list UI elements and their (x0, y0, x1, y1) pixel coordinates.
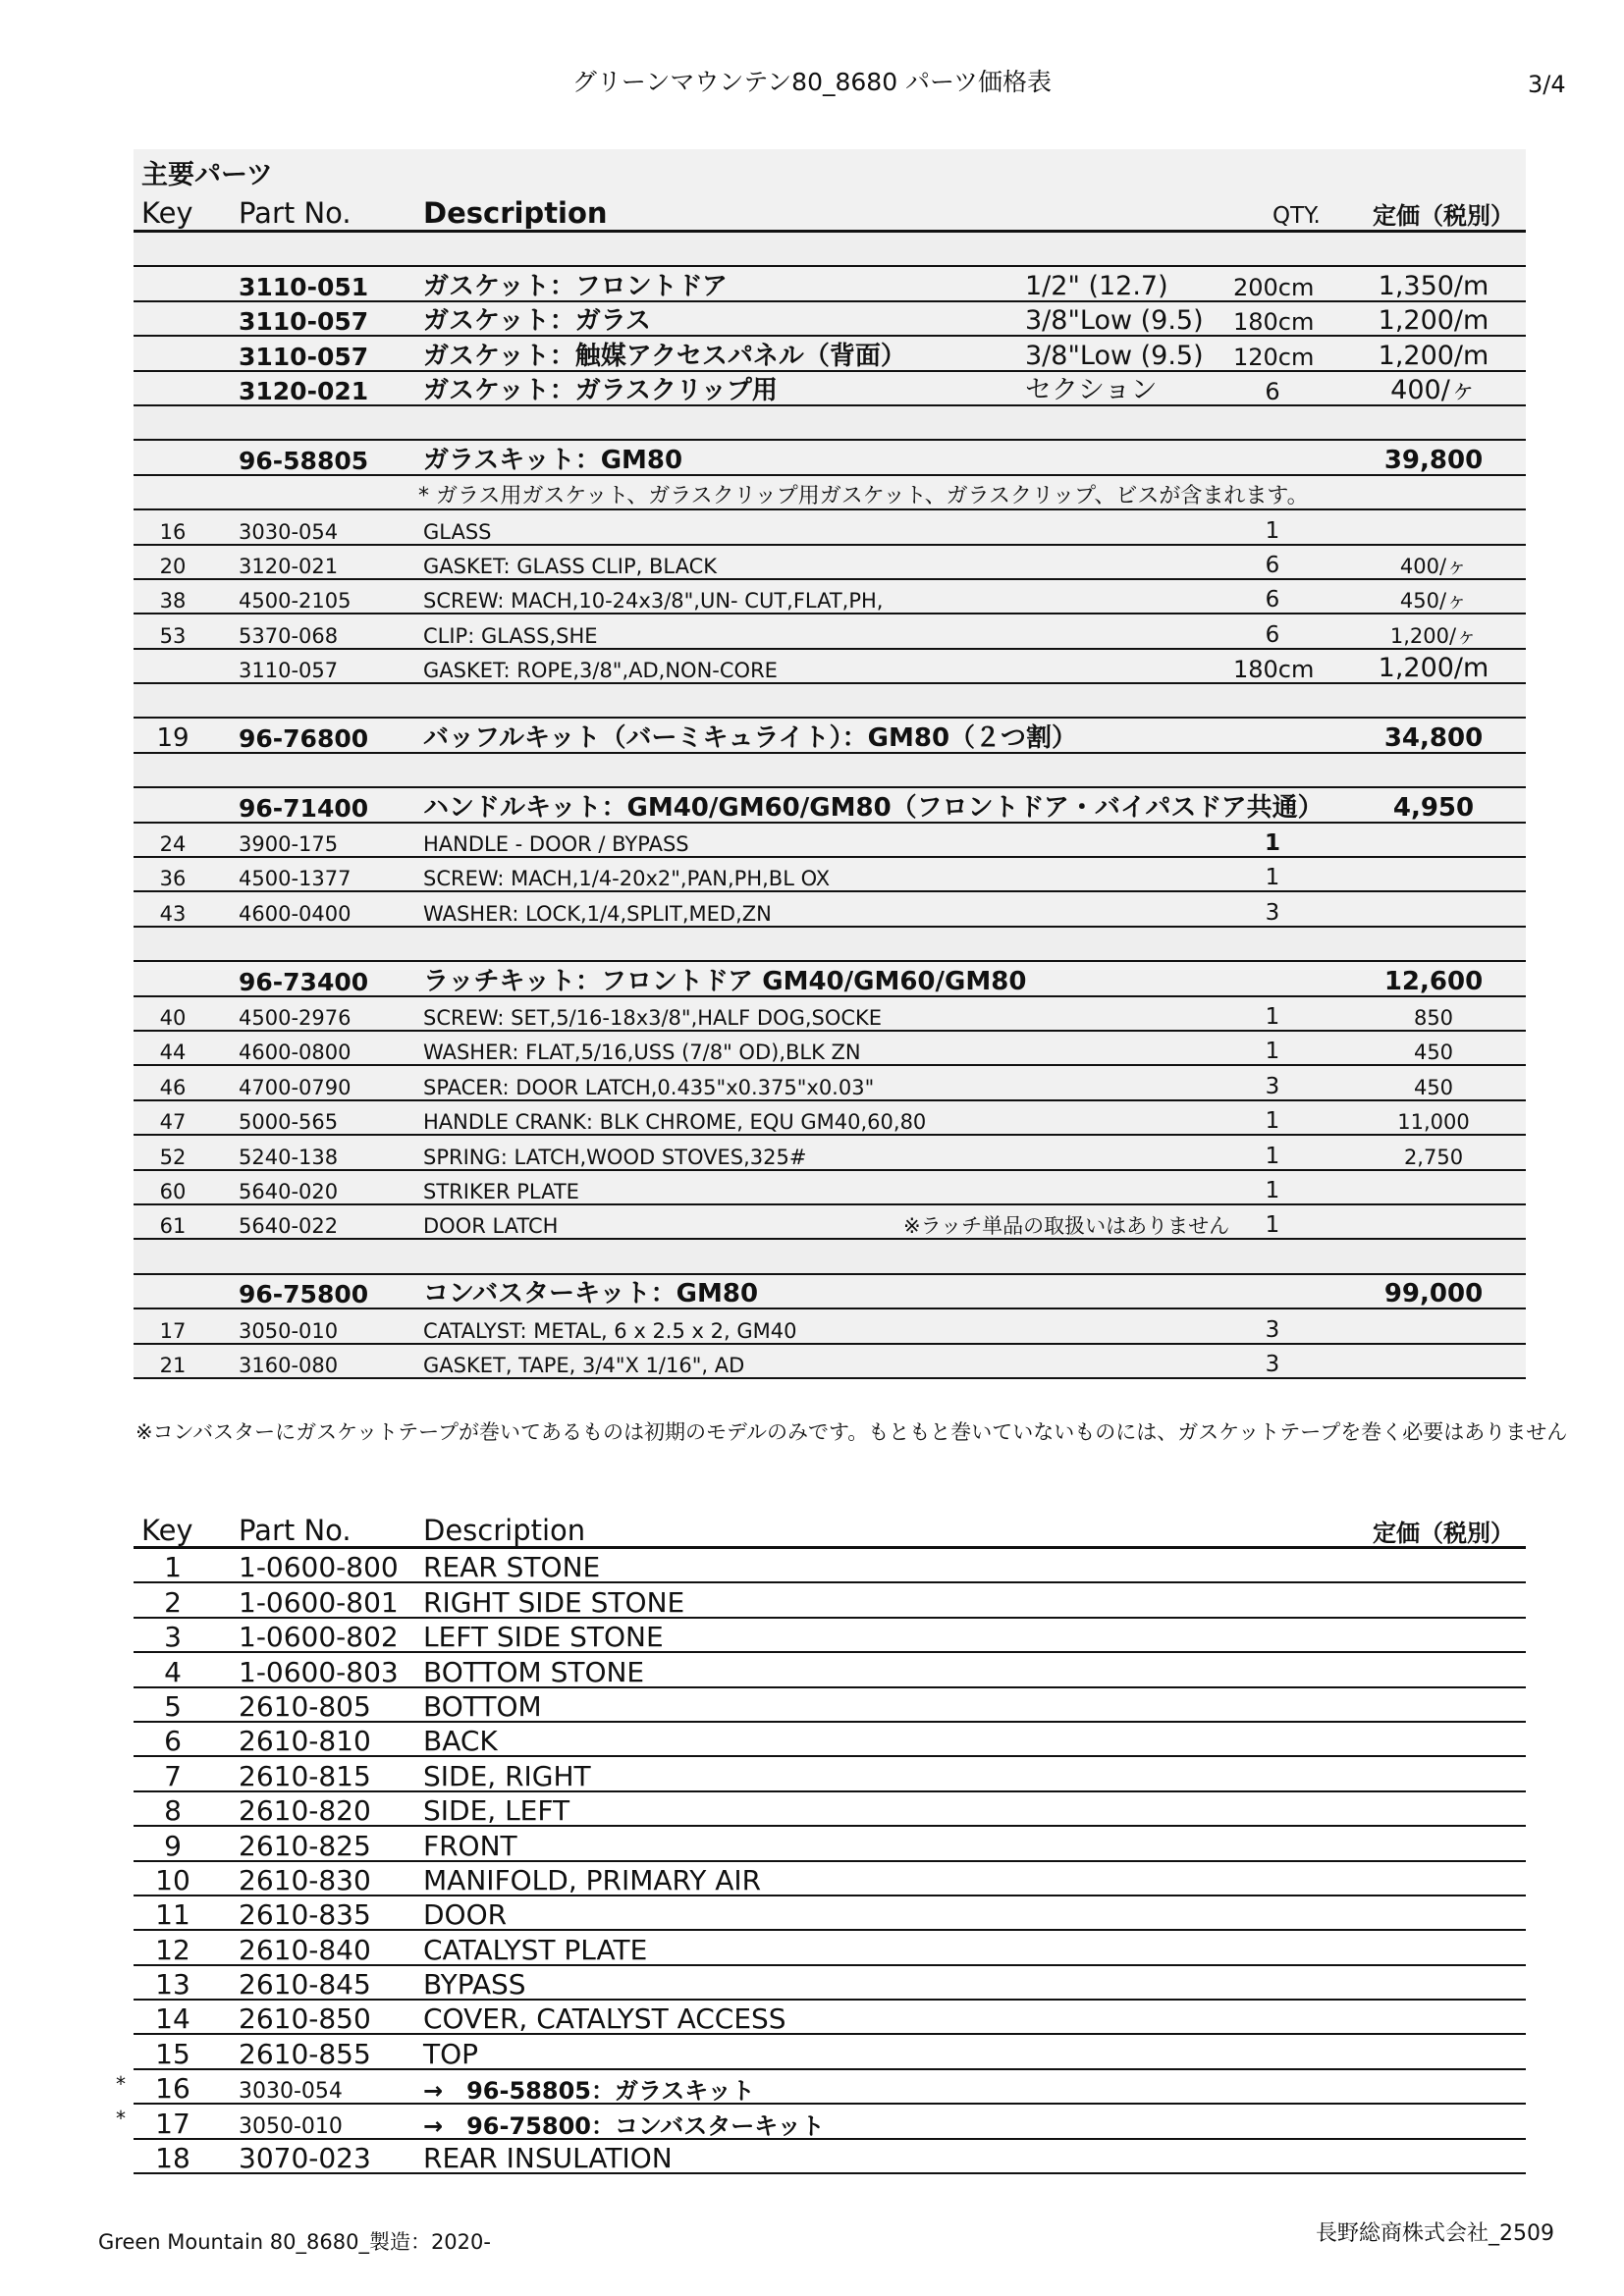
qty: 1 (1265, 1143, 1280, 1169)
table-row (134, 1549, 1526, 1583)
col-price-header: 定価（税別） (1373, 202, 1514, 230)
kit-row-combustor (134, 1275, 1526, 1309)
table-row (134, 267, 1526, 301)
table-row (134, 1688, 1526, 1723)
section-title-row (134, 149, 1526, 194)
description: SPACER: DOOR LATCH,0.435"x0.375"x0.03" (423, 1075, 875, 1099)
table-row (134, 824, 1526, 858)
part-no: 4500-1377 (239, 867, 352, 891)
table-row (134, 650, 1526, 684)
part-no: 5240-138 (239, 1145, 339, 1169)
key: 10 (155, 1863, 190, 1896)
description: CLIP: GLASS,SHE (423, 623, 598, 648)
kit-row-handle (134, 788, 1526, 823)
table-row (134, 1723, 1526, 1757)
part-no: 4600-0800 (239, 1041, 352, 1065)
price: 1,200/m (1378, 340, 1489, 371)
spec: セクション (1025, 374, 1158, 405)
table-row (116, 2070, 1526, 2106)
key: 5 (164, 1689, 182, 1723)
table-row (134, 892, 1526, 927)
table-row (134, 302, 1526, 337)
table-row (134, 1931, 1526, 1965)
price: 99,000 (1383, 1279, 1484, 1309)
part-no: 2610-820 (239, 1794, 371, 1828)
part-no: 2610-845 (239, 1968, 371, 2002)
footer-model: Green Mountain 80_8680_製造：2020- (98, 2230, 491, 2254)
table-row (134, 1653, 1526, 1687)
description: BOTTOM (423, 1689, 542, 1723)
spacer-row (134, 928, 1526, 962)
key: 46 (159, 1075, 187, 1099)
qty: 6 (1265, 587, 1280, 614)
page-title: グリーンマウンテン80_8680 パーツ価格表 (571, 68, 1053, 96)
qty: 1 (1265, 1177, 1280, 1203)
key: 21 (159, 1353, 187, 1377)
key: 20 (159, 554, 187, 578)
key: 15 (155, 2037, 190, 2070)
qty: 3 (1265, 1316, 1280, 1343)
description: TOP (423, 2037, 479, 2070)
description: SIDE, LEFT (423, 1794, 570, 1828)
description: GASKET: GLASS CLIP, BLACK (423, 554, 718, 578)
description: MANIFOLD, PRIMARY AIR (423, 1863, 762, 1896)
part-no: 1-0600-803 (239, 1655, 399, 1688)
part-no: 5000-565 (239, 1110, 339, 1135)
key: 11 (155, 1898, 190, 1932)
description: → 96-58805：ガラスキット (423, 2077, 755, 2106)
spec: 3/8"Low (9.5) (1025, 305, 1204, 337)
footer-company: 長野総商株式会社_2509 (1316, 2221, 1554, 2246)
price: 12,600 (1383, 966, 1484, 996)
part-no: 3030-054 (239, 2079, 343, 2105)
part-no: 5640-020 (239, 1179, 339, 1203)
col-key-header: Key (141, 1514, 193, 1547)
key: 18 (155, 2142, 190, 2175)
description: REAR INSULATION (423, 2142, 673, 2175)
table-row (134, 1583, 1526, 1618)
qty: 1 (1264, 830, 1280, 857)
price: 400/ヶ (1390, 374, 1477, 405)
part-no: 2610-830 (239, 1863, 371, 1896)
description: GASKET, TAPE, 3/4"X 1/16", AD (423, 1353, 745, 1377)
description: COVER, CATALYST ACCESS (423, 2002, 786, 2036)
part-no: 3120-021 (239, 376, 369, 405)
table-row (116, 2105, 1526, 2140)
spec: 3/8"Low (9.5) (1025, 340, 1204, 371)
table-row (134, 2035, 1526, 2069)
table-row (134, 372, 1526, 406)
part-no: 2610-805 (239, 1689, 371, 1723)
key: 8 (164, 1794, 182, 1828)
description: ガスケット：ガラス (423, 306, 651, 337)
description: コンバスターキット：GM80 (423, 1279, 759, 1309)
table-row (134, 1309, 1526, 1344)
key: 53 (159, 623, 187, 648)
key: 2 (164, 1585, 182, 1619)
description: WASHER: LOCK,1/4,SPLIT,MED,ZN (423, 901, 772, 926)
description: BACK (423, 1725, 498, 1758)
table-row (134, 1205, 1526, 1240)
part-no: 2610-815 (239, 1759, 371, 1792)
part-no: 3900-175 (239, 832, 339, 857)
table-row (134, 1896, 1526, 1931)
price: 1,350/m (1378, 270, 1489, 301)
key: 24 (159, 832, 187, 857)
description: SCREW: MACH,1/4-20x2",PAN,PH,BL OX (423, 867, 831, 891)
description: WASHER: FLAT,5/16,USS (7/8" OD),BLK ZN (423, 1041, 861, 1065)
table-row (134, 858, 1526, 892)
qty: 1 (1265, 1003, 1280, 1030)
part-no: 3050-010 (239, 2113, 343, 2139)
spacer-row (134, 754, 1526, 788)
kit-row-glass (134, 441, 1526, 475)
table-row (134, 1171, 1526, 1205)
latch-note: ※ラッチ単品の取扱いはありません (903, 1214, 1230, 1239)
kit-row-baffle (134, 719, 1526, 753)
part-no: 2610-835 (239, 1898, 371, 1932)
key: 16 (159, 519, 187, 544)
part-no: 3070-023 (239, 2142, 371, 2175)
spacer-row (134, 406, 1526, 441)
table-row (134, 1619, 1526, 1653)
price: 1,200/m (1378, 305, 1489, 337)
part-no: 3110-051 (239, 272, 369, 301)
table-row (134, 1345, 1526, 1379)
description: RIGHT SIDE STONE (423, 1585, 685, 1619)
part-no: 5640-022 (239, 1214, 339, 1239)
part-no: 3050-010 (239, 1318, 339, 1343)
part-no: 96-71400 (239, 793, 369, 823)
part-no: 5370-068 (239, 623, 339, 648)
table-row (134, 1136, 1526, 1170)
price: 11,000 (1397, 1110, 1470, 1135)
table-row (134, 2001, 1526, 2035)
part-no: 4700-0790 (239, 1075, 352, 1099)
key: 40 (159, 1005, 187, 1030)
qty: 6 (1265, 377, 1280, 405)
qty: 1 (1265, 517, 1280, 544)
qty: 180cm (1233, 308, 1315, 337)
description: ハンドルキット：GM40/GM60/GM80（フロントドア・バイパスドア共通） (423, 792, 1324, 823)
part-no: 3120-021 (239, 554, 339, 578)
description: STRIKER PLATE (423, 1179, 579, 1203)
table-row (134, 546, 1526, 580)
description: ガスケット：触媒アクセスパネル（背面） (423, 341, 906, 371)
kit-note-row (134, 476, 1526, 510)
description: CATALYST: METAL, 6 x 2.5 x 2, GM40 (423, 1318, 797, 1343)
key: 19 (156, 722, 189, 753)
asterisk-marker: * (116, 2107, 126, 2131)
page-number: 3/4 (1528, 71, 1566, 98)
description: LEFT SIDE STONE (423, 1621, 664, 1654)
part-no: 2610-810 (239, 1725, 371, 1758)
table-row (134, 2140, 1526, 2174)
spec: 1/2" (12.7) (1025, 270, 1168, 301)
qty: 1 (1265, 1108, 1280, 1135)
description: BOTTOM STONE (423, 1655, 645, 1688)
key: 9 (164, 1829, 182, 1862)
spacer-row (134, 684, 1526, 719)
price: 850 (1413, 1005, 1454, 1030)
key: 47 (159, 1110, 187, 1135)
part-no: 96-58805 (239, 446, 369, 475)
part-no: 96-73400 (239, 967, 369, 996)
table-row (134, 1966, 1526, 2001)
part-no: 4500-2105 (239, 589, 352, 614)
part-no: 3160-080 (239, 1353, 339, 1377)
key: 43 (159, 901, 187, 926)
key: 36 (159, 867, 187, 891)
table-row (134, 337, 1526, 371)
description: GLASS (423, 519, 492, 544)
table-header (134, 194, 1526, 233)
table-row (134, 510, 1526, 545)
price: 400/ヶ (1399, 554, 1468, 578)
price: 4,950 (1392, 792, 1475, 823)
table-row (134, 614, 1526, 649)
kit-row-latch (134, 962, 1526, 996)
price: 39,800 (1383, 445, 1484, 475)
price: 450/ヶ (1399, 589, 1468, 614)
description: SCREW: SET,5/16-18x3/8",HALF DOG,SOCKE (423, 1005, 883, 1030)
key: 12 (155, 1933, 190, 1966)
part-no: 2610-825 (239, 1829, 371, 1862)
part-no: 2610-850 (239, 2002, 371, 2036)
qty: 120cm (1233, 343, 1315, 371)
part-no: 3110-057 (239, 659, 339, 683)
table-row (134, 1101, 1526, 1136)
col-price-header: 定価（税別） (1373, 1520, 1514, 1547)
price: 34,800 (1383, 722, 1484, 753)
table-header (134, 1512, 1526, 1549)
part-no: 3110-057 (239, 307, 369, 337)
qty: 3 (1265, 1351, 1280, 1377)
description: HANDLE - DOOR / BYPASS (423, 832, 689, 857)
key: 16 (155, 2072, 190, 2106)
key: 6 (164, 1725, 182, 1758)
key: 38 (159, 589, 187, 614)
qty: 3 (1265, 1073, 1280, 1099)
qty: 1 (1265, 1212, 1280, 1239)
price: 450 (1413, 1041, 1454, 1065)
description: REAR STONE (423, 1551, 601, 1584)
price: 1,200/ヶ (1389, 623, 1478, 648)
part-no: 96-75800 (239, 1280, 369, 1309)
table-row (134, 580, 1526, 614)
key: 44 (159, 1041, 187, 1065)
description: SCREW: MACH,10-24x3/8",UN- CUT,FLAT,PH, (423, 589, 884, 614)
part-no: 2610-855 (239, 2037, 371, 2070)
table-row (134, 997, 1526, 1032)
key: 14 (155, 2002, 190, 2036)
part-no: 1-0600-802 (239, 1621, 399, 1654)
description: ラッチキット：フロントドア GM40/GM60/GM80 (423, 966, 1027, 996)
description: HANDLE CRANK: BLK CHROME, EQU GM40,60,80 (423, 1110, 927, 1135)
spacer-row (134, 233, 1526, 267)
description: FRONT (423, 1829, 517, 1862)
col-partno-header: Part No. (239, 196, 352, 230)
main-parts-table (134, 149, 1526, 1379)
section-title: 主要パーツ (141, 160, 273, 190)
key: 3 (164, 1621, 182, 1654)
description: ガラスキット：GM80 (423, 445, 683, 475)
description: ガスケット：フロントドア (423, 271, 728, 301)
qty: 6 (1265, 621, 1280, 648)
description: BYPASS (423, 1968, 526, 2002)
key: 7 (164, 1759, 182, 1792)
key: 52 (159, 1145, 187, 1169)
kit-note: * ガラス用ガスケット、ガラスクリップ用ガスケット、ガラスクリップ、ビスが含まれます。 (418, 484, 1309, 509)
price: 1,200/m (1378, 653, 1489, 684)
col-qty-header: QTY. (1272, 203, 1321, 229)
key: 60 (159, 1179, 187, 1203)
key: 17 (159, 1318, 187, 1343)
table-row (134, 1792, 1526, 1827)
qty: 3 (1265, 899, 1280, 926)
combustor-footnote: ※コンバスターにガスケットテープが巻いてあるものは初期のモデルのみです。もともと巻いていないものには、ガスケットテープを巻く必要はありません (135, 1420, 1568, 1444)
col-key-header: Key (141, 196, 193, 230)
table-row (134, 1827, 1526, 1861)
description: DOOR (423, 1898, 508, 1932)
price: 450 (1413, 1075, 1454, 1099)
part-no: 4500-2976 (239, 1005, 352, 1030)
part-no: 1-0600-801 (239, 1585, 399, 1619)
parts-list-table (116, 1512, 1526, 2175)
key: 4 (164, 1655, 182, 1688)
table-row (134, 1862, 1526, 1896)
part-no: 4600-0400 (239, 901, 352, 926)
description: DOOR LATCH (423, 1214, 559, 1239)
qty: 6 (1265, 552, 1280, 578)
col-partno-header: Part No. (239, 1514, 352, 1547)
part-no: 96-76800 (239, 723, 369, 753)
description: SPRING: LATCH,WOOD STOVES,325# (423, 1145, 807, 1169)
key: 13 (155, 1968, 190, 2002)
table-row (134, 1066, 1526, 1100)
part-no: 3110-057 (239, 342, 369, 371)
qty: 200cm (1233, 273, 1315, 301)
description: CATALYST PLATE (423, 1933, 648, 1966)
description: GASKET: ROPE,3/8",AD,NON-CORE (423, 659, 778, 683)
spacer-row (134, 1240, 1526, 1274)
table-row (134, 1032, 1526, 1066)
description: → 96-75800：コンバスターキット (423, 2111, 825, 2140)
col-description-header: Description (423, 196, 608, 230)
description: SIDE, RIGHT (423, 1759, 591, 1792)
description: バッフルキット（バーミキュライト）：GM80（２つ割） (423, 722, 1078, 753)
part-no: 2610-840 (239, 1933, 371, 1966)
table-row (134, 1757, 1526, 1791)
part-no: 1-0600-800 (239, 1551, 399, 1584)
price: 2,750 (1403, 1145, 1464, 1169)
key: 1 (164, 1551, 182, 1584)
part-no: 3030-054 (239, 519, 339, 544)
qty: 1 (1265, 1039, 1280, 1065)
qty: 1 (1265, 865, 1280, 891)
description: ガスケット：ガラスクリップ用 (423, 375, 778, 405)
key: 17 (155, 2107, 190, 2140)
key: 61 (159, 1214, 187, 1239)
qty: 180cm (1233, 656, 1315, 684)
asterisk-marker: * (116, 2071, 126, 2096)
col-description-header: Description (423, 1514, 586, 1547)
